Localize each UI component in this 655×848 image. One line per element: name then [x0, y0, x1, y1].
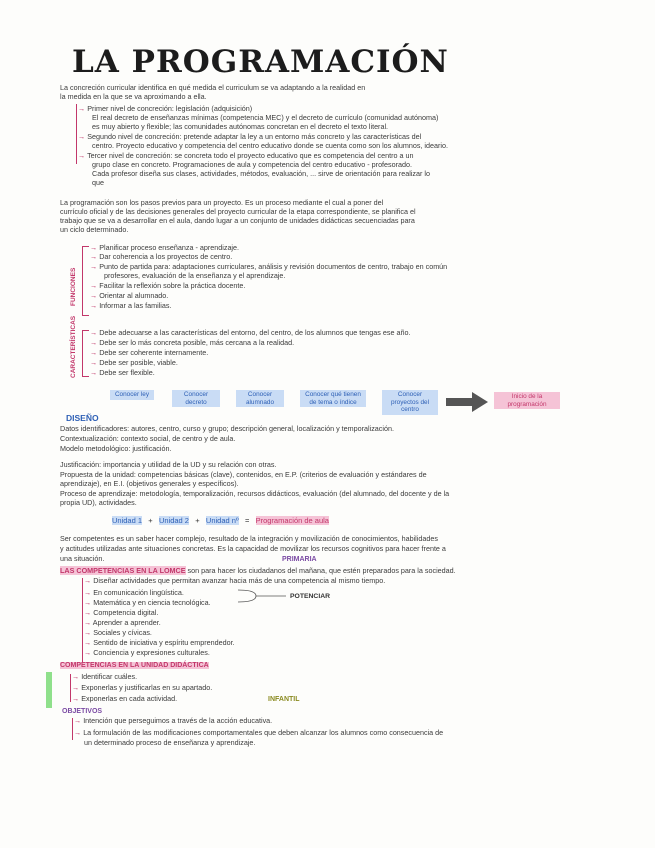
big-arrow-icon	[446, 392, 488, 412]
arrow-icon: →	[84, 618, 92, 627]
diseno-line: Modelo metodológico: justificación.	[60, 444, 172, 453]
arrow-icon: →	[90, 262, 98, 271]
programacion-line-3: trabajo que se va a desarrollar en el aula, dando lugar a un conjunto de unidades didácticas secuenciadas para	[60, 216, 415, 225]
caracteristica-item: → Debe ser flexible.	[90, 368, 155, 377]
diseno-line: Propuesta de la unidad: competencias básicas (clave), contenidos, en E.P. (criterios de evaluación y estándares de	[60, 470, 427, 479]
plus-sign: +	[195, 516, 200, 525]
arrow-icon: →	[90, 328, 98, 337]
competencias-lomce	[60, 566, 456, 575]
level-2: → Segundo nivel de concreción: pretende adaptar la ley a un entorno más concreto y las características del	[78, 132, 422, 141]
ud-item: → Exponerlas en cada actividad.	[72, 694, 178, 703]
arrow-icon: →	[90, 368, 98, 377]
diseno-line: propia UD), actividades.	[60, 498, 137, 507]
level-3-detail-c: que	[92, 178, 104, 187]
level-1: → Primer nivel de concreción: legislación (adquisición)	[78, 104, 253, 113]
arrow-icon: →	[90, 338, 98, 347]
objetivos-heading: OBJETIVOS	[62, 708, 103, 715]
intro-line-2: la medida en la que se va aproximando a ella.	[60, 92, 207, 101]
flow-step-6: Inicio de la programación	[494, 392, 560, 409]
potenciar-label: POTENCIAR	[290, 593, 331, 600]
arrow-icon: →	[78, 132, 86, 141]
level-1-detail-b: es muy abierto y flexible; las comunidades autónomas concretan en el decreto el texto literal.	[92, 122, 389, 131]
level-3-detail-b: Cada profesor diseña sus clases, actividades, métodos, evaluación, ... sirve de orientación para realizar lo	[92, 169, 430, 178]
funcion-item: → Dar coherencia a los proyectos de centro.	[90, 252, 233, 261]
programacion-aula: Programación de aula	[255, 516, 329, 525]
unidad-n: Unidad nº	[205, 516, 239, 525]
level-1-detail-a: El real decreto de enseñanzas mínimas (competencia MEC) y el decreto de currículo (comunidad autónoma)	[92, 113, 439, 122]
competencias-def-line: Ser competentes es un saber hacer complejo, resultado de la integración y movilización de conocimientos, habilidades	[60, 534, 438, 543]
arrow-icon: →	[84, 598, 92, 607]
arrow-icon: →	[78, 151, 86, 160]
caracteristica-item: → Debe adecuarse a las características del entorno, del centro, de los alumnos que tengas ese año.	[90, 328, 411, 337]
caracteristica-item: → Debe ser lo más concreta posible, más cercana a la realidad.	[90, 338, 295, 347]
arrow-icon: →	[90, 291, 98, 300]
arrow-icon: →	[74, 728, 82, 737]
arrow-icon: →	[90, 358, 98, 367]
arrow-icon: →	[72, 672, 80, 681]
arrow-icon: →	[90, 252, 98, 261]
diseno-heading: DISEÑO	[66, 413, 99, 423]
comp-item: → Aprender a aprender.	[84, 618, 161, 627]
flow-step-5: Conocer proyectos del centro	[382, 390, 438, 415]
funciones-label: FUNCIONES	[70, 267, 77, 306]
comp-item: → Matemática y en ciencia tecnológica.	[84, 598, 211, 607]
funcion-item: → Informar a las familias.	[90, 301, 172, 310]
objetivo-item-cont: un determinado proceso de enseñanza y aprendizaje.	[84, 738, 256, 747]
funcion-item: → Punto de partida para: adaptaciones curriculares, análisis y revisión documentos de centro, trabajo en común	[90, 262, 448, 271]
comp-item: → En comunicación lingüística.	[84, 588, 184, 597]
unidades-equation	[112, 516, 329, 525]
level-2-detail: centro. Proyecto educativo y competencia del centro educativo donde se cuenta como son los alumnos, ideario.	[92, 141, 448, 150]
ud-item: → Exponerlas y justificarlas en su apartado.	[72, 683, 213, 692]
arrow-icon: →	[72, 683, 80, 692]
flow-step-3: Conocer alumnado	[236, 390, 284, 407]
arrow-icon: →	[90, 301, 98, 310]
objetivo-item: → Intención que perseguimos a través de la acción educativa.	[74, 716, 273, 725]
funcion-item: → Facilitar la reflexión sobre la práctica docente.	[90, 281, 246, 290]
diseno-line: Datos identificadores: autores, centro, curso y grupo; descripción general, localización y temporalización.	[60, 424, 394, 433]
objetivo-item: → La formulación de las modificaciones comportamentales que deben alcanzar los alumnos como consecuencia de	[74, 728, 444, 737]
arrow-icon: →	[84, 648, 92, 657]
diseno-line: Justificación: importancia y utilidad de la UD y su relación con otras.	[60, 460, 277, 469]
diseno-line: Contextualización: contexto social, de centro y de aula.	[60, 434, 236, 443]
comp-bracket	[82, 578, 83, 662]
programacion-line-1: La programación son los pasos previos para un proyecto. Es un proceso mediante el cual a poner del	[60, 198, 384, 207]
arrow-icon: →	[84, 576, 92, 585]
competencias-def-line: y actitudes utilizadas ante situaciones concretas. Es la capacidad de movilizar los recursos cognitivos para hacer frente a	[60, 544, 446, 553]
unidad-2: Unidad 2	[158, 516, 189, 525]
comp-item: → Sociales y cívicas.	[84, 628, 152, 637]
funcion-item-cont: profesores, evaluación de la enseñanza y el aprendizaje.	[104, 271, 286, 280]
arrow-icon: →	[74, 716, 82, 725]
levels-bracket	[76, 104, 77, 164]
caracteristica-item: → Debe ser posible, viable.	[90, 358, 178, 367]
infantil-tag: INFANTIL	[268, 696, 300, 703]
objetivos-bracket	[72, 718, 73, 740]
arrow-icon: →	[90, 281, 98, 290]
competencias-def-line: una situación.	[60, 554, 105, 563]
funciones-bracket	[82, 246, 89, 316]
competencias-lomce-heading: LAS COMPETENCIAS EN LA LOMCE	[60, 566, 186, 575]
flow-step-2: Conocer decreto	[172, 390, 220, 407]
arrow-icon: →	[84, 638, 92, 647]
caracteristicas-label: CARACTERÍSTICAS	[70, 315, 77, 378]
comp-item: → Sentido de iniciativa y espíritu emprendedor.	[84, 638, 235, 647]
diseno-line: aprendizaje), en E.I. (objetivos generales y específicos).	[60, 479, 239, 488]
page-title: LA PROGRAMACIÓN	[72, 44, 449, 80]
diseno-line: Proceso de aprendizaje: metodología, temporalización, recursos didácticos, evaluación (del alumnado, del docente y de la	[60, 489, 450, 498]
ud-heading: COMPETENCIAS EN LA UNIDAD DIDÁCTICA	[60, 662, 209, 669]
ud-bracket	[70, 674, 71, 702]
equals-sign: =	[244, 516, 250, 525]
arrow-icon: →	[84, 608, 92, 617]
level-3-detail-a: grupo clase en concreto. Programaciones de aula y competencia del centro educativo - profesorado.	[92, 160, 413, 169]
competencias-lomce-rest: son para hacer los ciudadanos del mañana, que estén preparados para la sociedad.	[187, 566, 456, 575]
ud-item: → Identificar cuáles.	[72, 672, 138, 681]
arrow-icon: →	[90, 348, 98, 357]
caracteristicas-bracket	[82, 330, 89, 377]
caracteristica-item: → Debe ser coherente internamente.	[90, 348, 209, 357]
intro-line-1: La concreción curricular identifica en qué medida el curriculum se va adaptando a la realidad en	[60, 83, 366, 92]
arrow-icon: →	[84, 588, 92, 597]
arrow-icon: →	[90, 243, 98, 252]
potenciar-brace-icon	[236, 588, 288, 604]
plus-sign: +	[148, 516, 153, 525]
comp-item: → Competencia digital.	[84, 608, 159, 617]
unidad-1: Unidad 1	[112, 516, 143, 525]
primaria-tag: PRIMARIA	[282, 556, 317, 563]
arrow-icon: →	[78, 104, 86, 113]
funcion-item: → Orientar al alumnado.	[90, 291, 169, 300]
arrow-icon: →	[72, 694, 80, 703]
flow-step-4: Conocer qué tienen de tema o índice	[300, 390, 366, 407]
level-3: → Tercer nivel de concreción: se concreta todo el proyecto educativo que es competencia del centro a un	[78, 151, 414, 160]
comp-item: → Conciencia y expresiones culturales.	[84, 648, 210, 657]
arrow-icon: →	[84, 628, 92, 637]
programacion-line-4: un ciclo determinado.	[60, 225, 129, 234]
funcion-item: → Planificar proceso enseñanza - aprendizaje.	[90, 243, 240, 252]
comp-item: → Diseñar actividades que permitan avanzar hacia más de una competencia al mismo tiempo.	[84, 576, 386, 585]
flow-step-1: Conocer ley	[110, 390, 154, 400]
margin-highlight	[46, 672, 52, 708]
programacion-line-2: currículo oficial y de las decisiones generales del proyecto curricular de la etapa correspondiente, se planifica el	[60, 207, 416, 216]
